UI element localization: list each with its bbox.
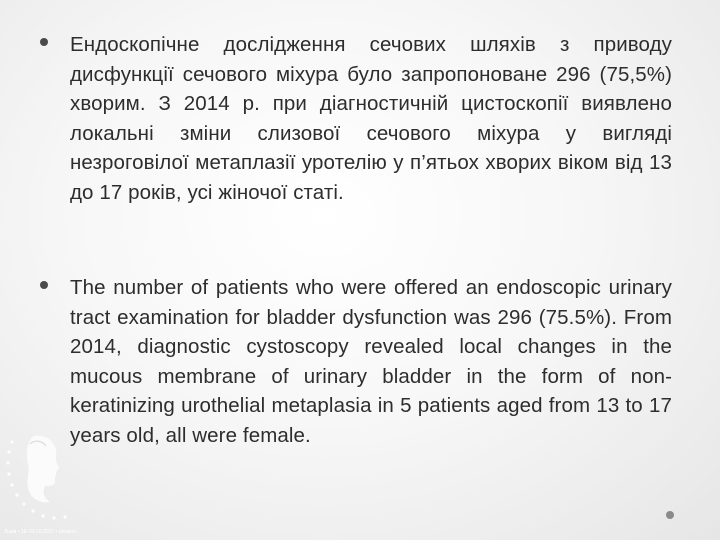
- bullet-dot: [40, 38, 48, 46]
- bullet-item-ukrainian: [40, 30, 672, 207]
- bullet-dot: [40, 281, 48, 289]
- corner-dot: [666, 511, 674, 519]
- bullet-item-english: [40, 273, 672, 450]
- bullet-text: The number of patients who were offered an endoscopic urinary tract examination for bladder dysfunction was 296 (75.5%). From 2014, diagnostic cystoscopy revealed local changes in the mucous membrane of urinary bladder in the form of non-keratinizing urothelial metaplasia in 5 patients aged from 13 to 17 years old, all were female.: [70, 276, 672, 447]
- footer-text: Львів • 16–22.10.2017 • Ukraine: [4, 529, 76, 535]
- bullet-text: Ендоскопічне дослідження сечових шляхів з приводу дисфункції сечового міхура було запропоноване 296 (75,5%) хворим. З 2014 р. при діагностичній цистоскопії виявлено локальні зміни слизової сечового міхура у вигляді незроговілої метаплазії уротелію у п’ятьох хворих віком від 13 до 17 років, усі жіночої статі.: [70, 33, 672, 204]
- conference-logo-icon: [4, 432, 78, 526]
